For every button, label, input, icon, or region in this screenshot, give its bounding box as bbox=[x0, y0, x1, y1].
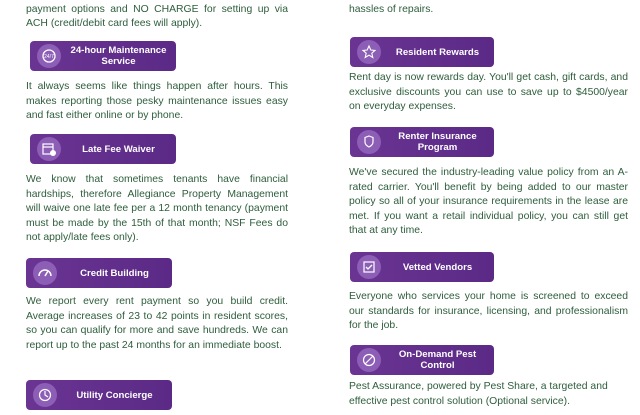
badge-late-fee-waiver bbox=[30, 134, 176, 164]
badge-credit-building bbox=[26, 258, 172, 288]
late-fee-text: We know that sometimes tenants have financial hardships, therefore Allegiance Property Management will waive one late fee per a 12 month tenancy (payment must be made by the 15th of that month; NSF Fees do not apply/late fees only). bbox=[26, 174, 288, 244]
badge-vetted-vendors bbox=[350, 252, 494, 282]
rewards-icon bbox=[357, 40, 381, 64]
badge-label: On-Demand Pest Control bbox=[398, 349, 477, 371]
credit-gauge-icon bbox=[33, 261, 57, 285]
badge-utility-concierge bbox=[26, 380, 172, 410]
insurance-hand-icon bbox=[357, 130, 381, 154]
utility-icon bbox=[33, 383, 57, 407]
badge-24hour-maintenance bbox=[30, 41, 176, 71]
credit-building-text: We report every rent payment so you build credit. Average increases of 23 to 42 points in resident scores, so you can qualify for more and save hundreds. We can report up to the past 24 months for an immediate boost. bbox=[26, 296, 288, 351]
badge-label: Credit Building bbox=[80, 267, 149, 279]
vendors-icon bbox=[357, 255, 381, 279]
resident-rewards-text: Rent day is now rewards day. You'll get cash, gift cards, and exclusive discounts you can use to save up to $4500/year on everyday expenses. bbox=[349, 72, 628, 113]
maintenance-text: It always seems like things happen after hours. This makes reporting those pesky maintenance issues easy and fast either online or by phone. bbox=[26, 81, 288, 122]
badge-resident-rewards bbox=[350, 37, 494, 67]
svg-text:24/7: 24/7 bbox=[44, 54, 54, 60]
badge-pest-control bbox=[350, 345, 494, 375]
badge-label: Utility Concierge bbox=[76, 389, 153, 401]
badge-label: Renter Insurance Program bbox=[398, 131, 477, 153]
24-7-phone-icon bbox=[37, 44, 61, 68]
calendar-money-icon bbox=[37, 137, 61, 161]
badge-renter-insurance bbox=[350, 127, 494, 157]
badge-label: Late Fee Waiver bbox=[82, 143, 155, 155]
vetted-vendors-text: Everyone who services your home is screened to exceed our standards for insurance, licensing, and professionalism for the job. bbox=[349, 291, 628, 332]
payment-options-text: payment options and NO CHARGE for setting up via ACH (credit/debit card fees will apply). bbox=[26, 3, 288, 30]
pest-icon bbox=[357, 348, 381, 372]
repairs-savings-text: hassles of repairs. bbox=[349, 3, 434, 15]
badge-label: Resident Rewards bbox=[395, 46, 480, 58]
badge-label: 24-hour Maintenance Service bbox=[70, 45, 167, 67]
badge-label: Vetted Vendors bbox=[402, 261, 473, 273]
pest-control-text: Pest Assurance, powered by Pest Share, a targeted and effective pest control solution (Optional service). bbox=[349, 381, 608, 407]
renter-insurance-text: We've secured the industry-leading value policy from an A-rated carrier. You'll benefit by being added to our master policy so all of your insurance requirements in the lease are met. If you want a retail individual policy, you can still get that at any time. bbox=[349, 167, 628, 237]
